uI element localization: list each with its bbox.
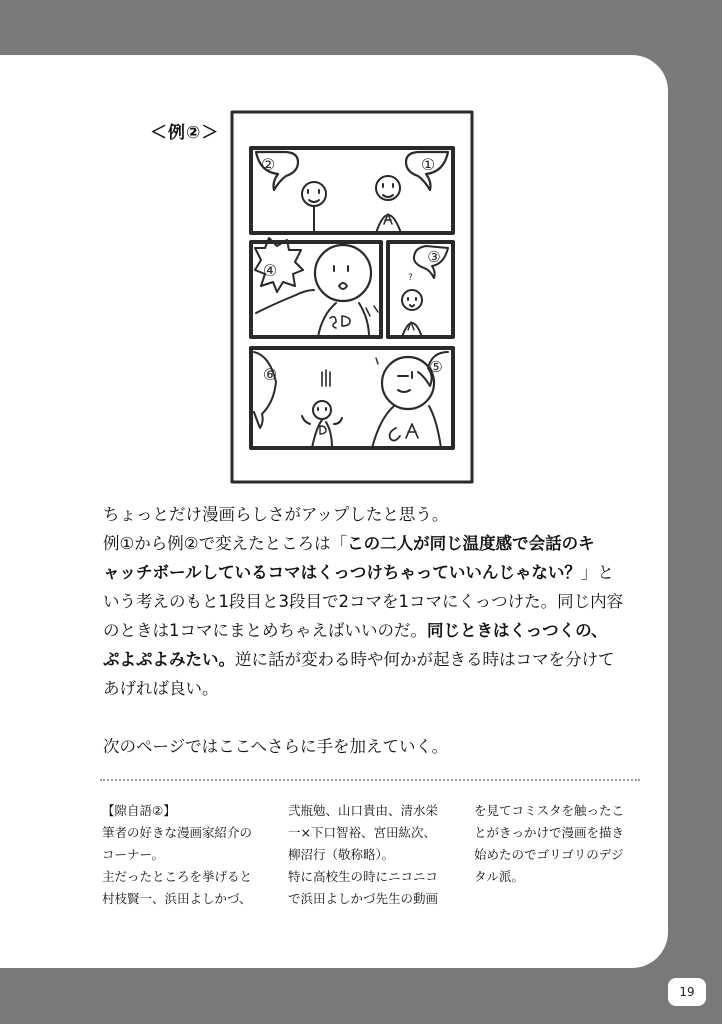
text-line: 次のページではここへさらに手を加えていく。 bbox=[103, 737, 449, 756]
aside-column-2: 弐瓶勉、山口貴由、清水栄 一×下口智裕、宮田紘次、 柳沼行（敬称略）。 特に高校生の時にニコニコ で浜田よしかづ先生の動画 bbox=[288, 803, 439, 906]
page-number: 19 bbox=[668, 978, 706, 1006]
text-line: いう考えのもと1段目と3段目で2コマを1コマにくっつけた。同じ内容 bbox=[103, 592, 624, 611]
panel-number-2: ② bbox=[260, 155, 276, 174]
text-line: 例①から例②で変えたところは「この二人が同じ温度感で会話のキ bbox=[103, 534, 595, 553]
panel-number-4: ④ bbox=[262, 261, 278, 280]
text-line: ぷよぷよみたい。逆に話が変わる時や何かが起きる時はコマを分けて bbox=[103, 650, 615, 669]
text-line: あげれば良い。 bbox=[103, 679, 219, 698]
text-line: ちょっとだけ漫画らしさがアップしたと思う。 bbox=[103, 505, 449, 524]
example-title: ＜例②＞ bbox=[150, 123, 220, 143]
aside-column-3: を見てコミスタを触ったこ とがきっかけで漫画を描き 始めたのでゴリゴリのデジ タル派。 bbox=[474, 803, 625, 884]
dotted-divider bbox=[100, 779, 640, 781]
text-line: ャッチボールしているコマはくっつけちゃっていいんじゃない？」と bbox=[103, 563, 614, 582]
panel-number-5: ⑤ bbox=[429, 358, 443, 376]
svg-text:?: ? bbox=[408, 273, 413, 283]
aside-column-1: 【隙自語②】 筆者の好きな漫画家紹介の コーナー。 主だったところを挙げると 村枝賢一、浜田よしかづ、 bbox=[102, 803, 253, 906]
panel-number-6: ⑥ bbox=[262, 365, 278, 384]
panel-number-1: ① bbox=[420, 155, 436, 174]
text-line: のときは1コマにまとめちゃえばいいのだ。同じときはくっつくの、 bbox=[103, 621, 608, 640]
main-text bbox=[103, 500, 648, 761]
panel-number-3: ③ bbox=[427, 248, 441, 266]
comic-example-illustration bbox=[226, 108, 478, 486]
